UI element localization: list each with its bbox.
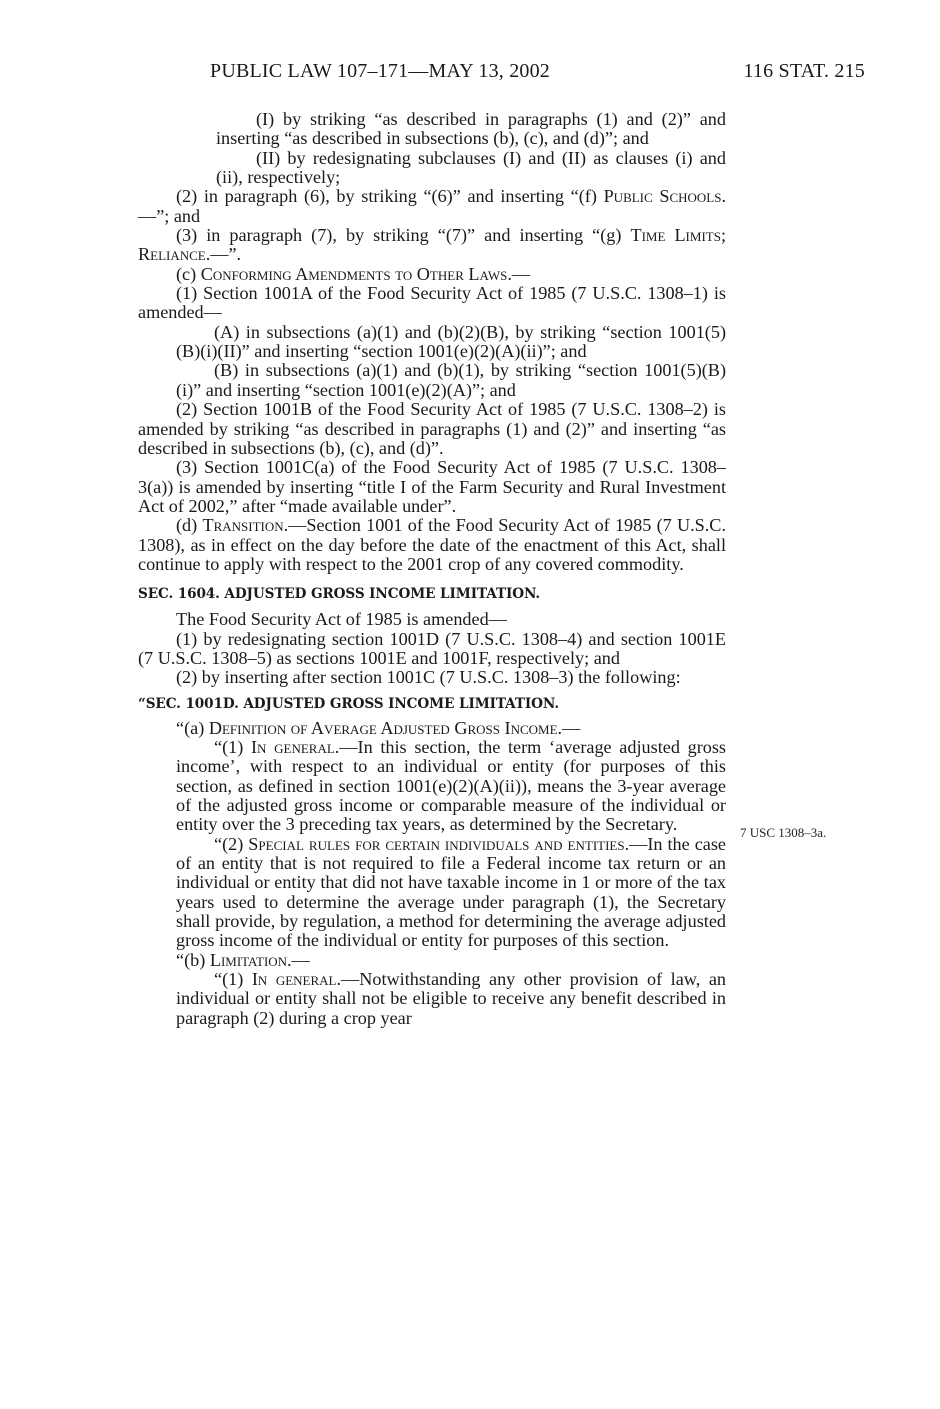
subsection-b-heading [138,951,726,970]
paragraph-text: —In this section, the term ‘average adjusted gross income’, with respect to an individual or entity (for purposes of this section, as defined in section 1001(e)(2)(A)(ii)), means the 3-year average of the adjusted gross income or comparable measure of the individual or entity over the 3 preceding tax years, as determined by the Secretary. [176,736,727,835]
subsection-a-paragraph-1 [138,738,726,835]
running-head-title: PUBLIC LAW 107–171—MAY 13, 2002 [210,60,550,82]
paragraph-text: —Notwithstanding any other provision of law, an individual or entity shall not be eligible to receive any benefit described in paragraph (2) during a crop year [176,969,727,1028]
paragraph-text: (c) [176,263,201,284]
margin-citation-note: 7 USC 1308–3a. [740,825,827,840]
paragraph-text: (d) [176,515,203,536]
small-caps-heading: Conforming Amendments to Other Laws. [200,263,512,284]
subsection-d-transition [138,516,726,574]
subparagraph-B: (B) in subsections (a)(1) and (b)(1), by striking “section 1001(5)(B)(i)” and inserting “section 1001(e)(2)(A)”; and [176,360,726,400]
small-caps-heading: In general. [250,736,340,757]
subparagraph-A: (A) in subsections (a)(1) and (b)(2)(B), by striking “section 1001(5)(B)(i)(II)” and inserting “section 1001(e)(2)(A)(ii)”; and [176,321,726,362]
subsection-a-paragraph-2 [138,835,726,951]
page-header [140,60,865,90]
section-1604-paragraph-2: (2) by inserting after section 1001C (7 U.S.C. 1308–3) the following: [176,667,681,688]
document-body [138,110,726,1028]
paragraph-text: —”. [210,244,242,265]
paragraph-text: —Section 1001 of the Food Security Act of 1985 (7 U.S.C. 1308), as in effect on the day before the date of the enactment of this Act, shall continue to apply with respect to the 2001 crop of any covered commodity. [138,515,726,574]
small-caps-heading: Public Schools. [603,186,726,207]
paragraph-text: “(2) [214,833,249,854]
paragraph-c-3: (3) Section 1001C(a) of the Food Security Act of 1985 (7 U.S.C. 1308–3(a)) is amended by inserting “title I of the Farm Security and Rural Investment Act of 2002,” after “made available under”. [138,457,726,516]
paragraph-text: “(1) [214,736,251,757]
paragraph-text: —”; and [138,205,201,226]
paragraph-text: (3) in paragraph (7), by striking “(7)” and inserting “(g) [176,225,631,246]
small-caps-heading: Transition. [202,515,289,536]
paragraph-c-1: (1) Section 1001A of the Food Security Act of 1985 (7 U.S.C. 1308–1) is amended— [138,283,726,323]
clause-II: (II) by redesignating subclauses (I) and (II) as clauses (i) and (ii), respectively; [216,147,726,188]
paragraph-text: “(b) [176,949,210,970]
paragraph-text: “(a) [176,717,209,738]
section-1001d-heading: “SEC. 1001D. ADJUSTED GROSS INCOME LIMITATION. [138,695,559,712]
paragraph-text: — [562,717,581,738]
small-caps-heading: Time Limits; Reliance. [138,225,726,265]
paragraph-2-public-schools [138,187,726,226]
small-caps-heading: Limitation. [209,949,292,970]
section-1604-paragraph-1: (1) by redesignating section 1001D (7 U.S.C. 1308–4) and section 1001E (7 U.S.C. 1308–5) as sections 1001E and 1001F, respectively; and [138,628,726,668]
small-caps-heading: Definition of Average Adjusted Gross Income. [208,717,563,738]
paragraph-c-2: (2) Section 1001B of the Food Security Act of 1985 (7 U.S.C. 1308–2) is amended by striking “as described in paragraphs (1) and (2)” and inserting “as described in subsections (b), (c), and (d)”. [138,399,726,458]
paragraph-3-time-limits [138,226,726,265]
section-1604-heading: SEC. 1604. ADJUSTED GROSS INCOME LIMITATION. [138,586,541,603]
small-caps-heading: Special rules for certain individuals and entities. [248,833,630,854]
clause-I: (I) by striking “as described in paragraphs (1) and (2)” and inserting “as described in subsections (b), (c), and (d)”; and [216,109,726,149]
paragraph-text: (2) in paragraph (6), by striking “(6)” and inserting “(f) [176,186,604,207]
paragraph-text: — [291,949,310,970]
subsection-b-paragraph-1 [138,970,726,1028]
subsection-a-heading [138,719,726,738]
paragraph-text: — [511,263,531,284]
paragraph-text: “(1) [214,969,252,990]
section-1604-intro: The Food Security Act of 1985 is amended— [176,609,507,630]
small-caps-heading: In general. [251,969,342,990]
subsection-c-heading [138,265,726,284]
paragraph-text: —In the case of an entity that is not required to file a Federal income tax return or an individual or entity that did not have taxable income in 1 or more of the tax years used to determine the average under paragraph (1), the Secretary shall provide, by regulation, a method for determining the average adjusted gross income of the individual or entity for purposes of this section. [176,833,727,951]
statute-page-number: 116 STAT. 215 [743,60,865,82]
